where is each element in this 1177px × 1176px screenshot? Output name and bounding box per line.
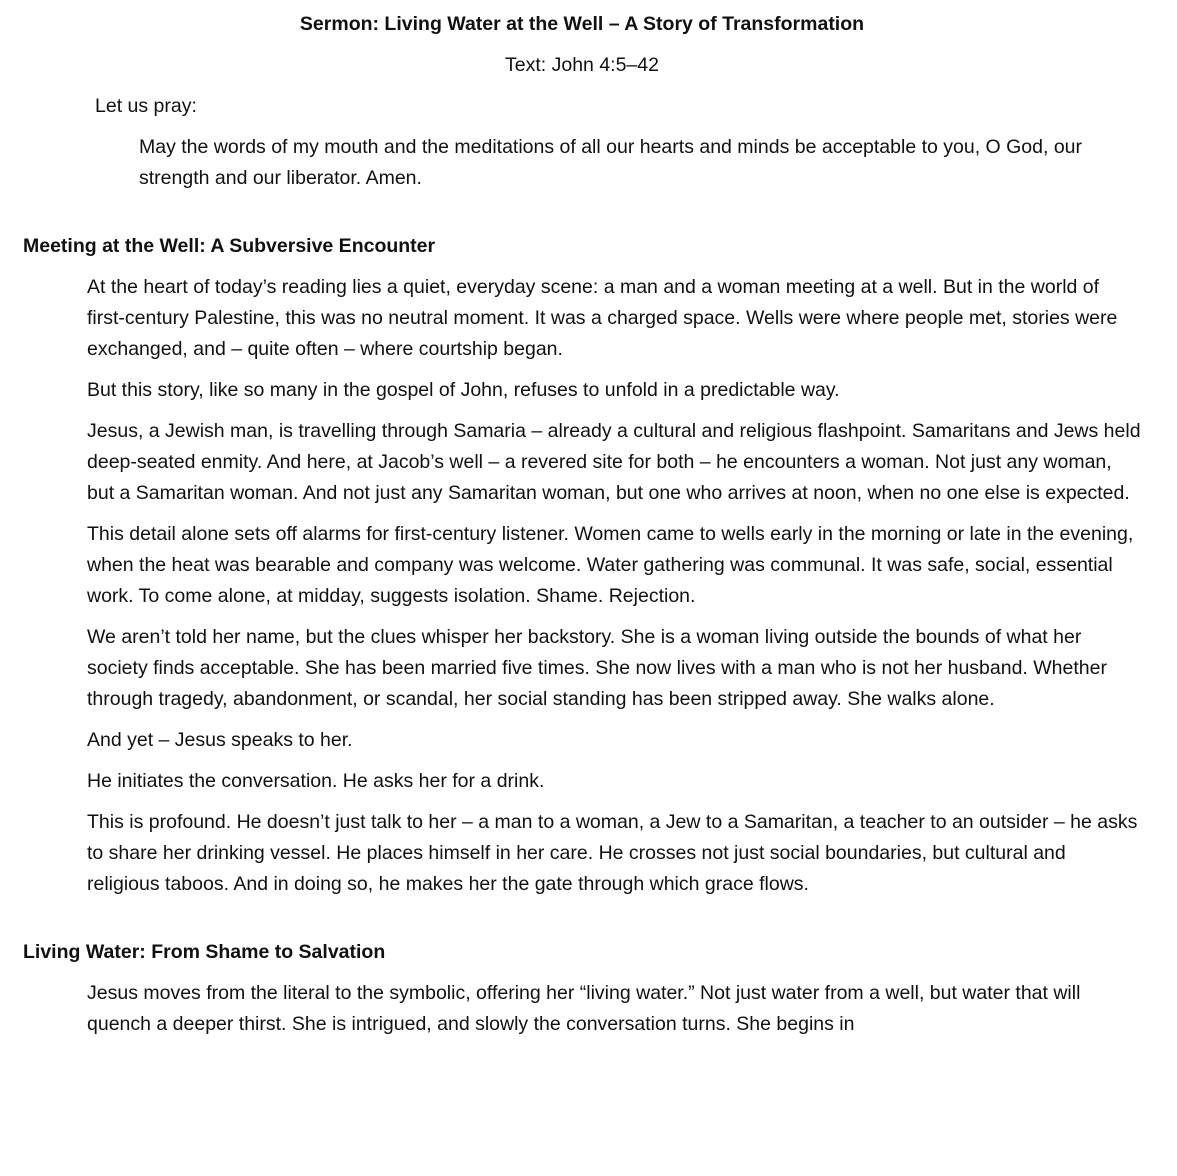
paragraph: This is profound. He doesn’t just talk to her – a man to a woman, a Jew to a Samaritan, a teacher to an outsider – he asks to share her drinking vessel. He places himself in her care. He crosses not just social boundaries, but cultural and religious taboos. And in doing so, he makes her the gate through which grace flows. (87, 811, 1138, 895)
paragraph: We aren’t told her name, but the clues whisper her backstory. She is a woman living outside the bounds of what her society finds acceptable. She has been married five times. She now lives with a man who is not her husband. Whether through tragedy, abandonment, or scandal, her social standing has been stripped away. She walks alone. (87, 626, 1107, 710)
prayer-text: May the words of my mouth and the meditations of all our hearts and minds be acceptable to you, O God, our strength and our liberator. Amen. (139, 136, 1083, 189)
sections-container (23, 231, 1141, 1040)
paragraph: And yet – Jesus speaks to her. (87, 729, 353, 751)
paragraph: Jesus moves from the literal to the symbolic, offering her “living water.” Not just water from a well, but water that will quench a deeper thirst. She is intrigued, and slowly the conversation turns. She begins in (87, 982, 1081, 1035)
paragraph: But this story, like so many in the gospel of John, refuses to unfold in a predictable way. (87, 379, 840, 401)
prayer-intro: Let us pray: (95, 95, 197, 117)
paragraph: At the heart of today’s reading lies a quiet, everyday scene: a man and a woman meeting at a well. But in the world of first-century Palestine, this was no neutral moment. It was a charged space. Wells were where people met, stories were exchanged, and – quite often – where courtship began. (87, 276, 1118, 360)
document-title: Sermon: Living Water at the Well – A Story of Transformation (299, 13, 865, 35)
document-subtitle: Text: John 4:5–42 (505, 54, 659, 76)
paragraph: He initiates the conversation. He asks her for a drink. (87, 770, 545, 792)
section-heading: Living Water: From Shame to Salvation (23, 941, 386, 963)
paragraph: This detail alone sets off alarms for first-century listener. Women came to wells early in the morning or late in the evening, when the heat was bearable and company was welcome. Water gathering was communal. It was safe, social, essential work. To come alone, at midday, suggests isolation. Shame. Rejection. (87, 523, 1134, 607)
section-heading: Meeting at the Well: A Subversive Encounter (23, 235, 436, 257)
paragraph: Jesus, a Jewish man, is travelling through Samaria – already a cultural and religious flashpoint. Samaritans and Jews held deep-seated enmity. And here, at Jacob’s well – a revered site for both – he encounters a woman. Not just any woman, but a Samaritan woman. And not just any Samaritan woman, but one who arrives at noon, when no one else is expected. (87, 420, 1141, 504)
